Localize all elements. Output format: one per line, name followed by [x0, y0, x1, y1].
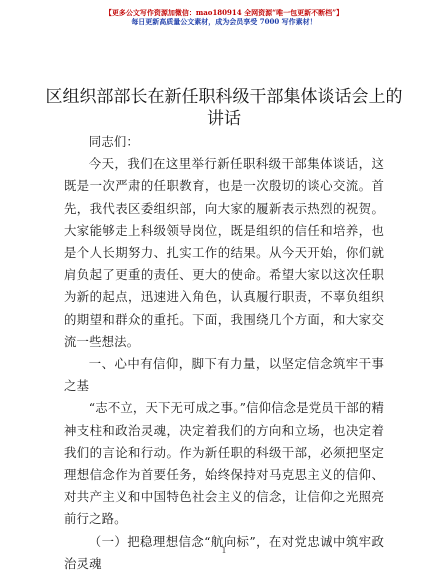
paragraph-faith: “志不立，天下无可成之事。”信仰信念是党员干部的精神支柱和政治灵魂，决定着我们的方向和立场，也决定着我们的言论和行动。作为新任职的科级干部，必须把坚定理想信念作为首要任务，始终保持对马克思主义的信仰、对共产主义和中国特色社会主义的信念，让信仰之光照亮前行之路。 [64, 400, 384, 527]
section-heading-1: 一、心中有信仰，脚下有力量，以坚定信念筑牢干事之基 [64, 356, 384, 394]
document-title: 区组织部部长在新任职科级干部集体谈话会上的讲话 [45, 87, 403, 129]
document-body [64, 131, 384, 575]
page-number: 1 [221, 546, 227, 555]
subsection-heading-1: （一）把稳理想信念“航向标”，在对党忠诚中筑牢政治灵魂 [64, 533, 384, 571]
promo-banner-line-1: 【更多公文写作资源加微信：mao180914 全网资源“唯一包更新不断档”】 [104, 8, 344, 17]
promo-banner-line-2: 每日更新高质量公文素材，成为会员享受 7000 写作素材！ [131, 17, 317, 26]
greeting: 同志们： [88, 134, 139, 149]
promo-banner [0, 8, 448, 26]
paragraph-intro: 今天，我们在这里举行新任职科级干部集体谈话，这既是一次严肃的任职教育，也是一次殷切的谈心交流。首先，我代表区委组织部，向大家的履新表示热烈的祝贺。大家能够走上科级领导岗位，既是组织的信任和培养，也是个人长期努力、扎实工作的结果。从今天开始，你们就肩负起了更重的责任、更大的使命。希望大家以这次任职为新的起点，迅速进入角色，认真履行职责，不辜负组织的期望和群众的重托。下面，我围绕几个方面，和大家交流一些想法。 [64, 156, 384, 349]
